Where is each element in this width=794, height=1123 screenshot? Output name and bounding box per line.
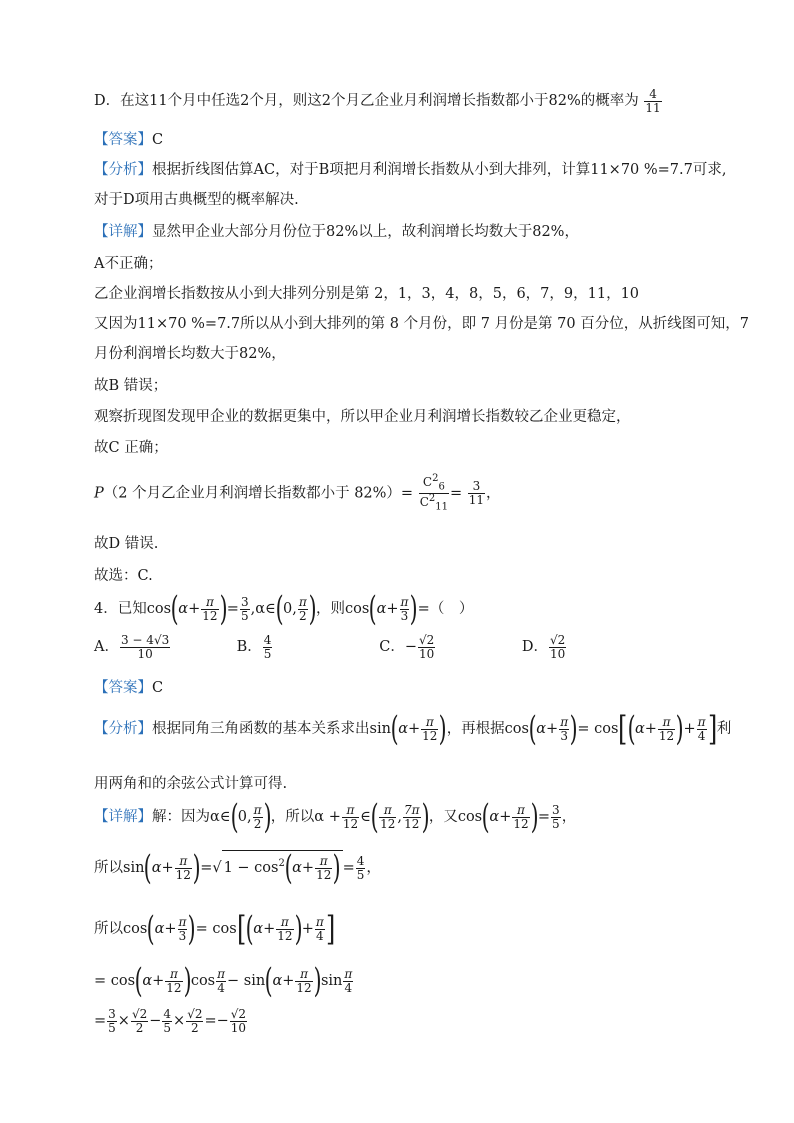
q4-analysis-line2: 用两角和的余弦公式计算可得. — [94, 776, 288, 792]
combination-fraction: $\frac{C^2_6}{C^2_{11}}$ — [419, 473, 448, 513]
q4-answer-line: 【答案】C — [94, 680, 164, 696]
q4-expand-line: = cos(α+ $\frac{\pi}{12}$ )cos $\frac{\pi}{4}$ − sin(α+ $\frac{\pi}{12}$ )sin $\frac{\pi}{4}$ — [94, 961, 353, 1001]
q4-option-d: D． $\frac{√2}{10}$ — [521, 633, 566, 661]
q3-line-pct2: 月份利润增长均数大于82%， — [94, 346, 286, 362]
result-fraction: $\frac{3}{11}$ — [468, 479, 485, 507]
q3-probability-line: P（2 个月乙企业月利润增长指数都小于 82%）= $\frac{C^2_6}{C^2_{11}}$ = $\frac{3}{11}$ ， — [94, 473, 501, 513]
q4-cos-line: 所以cos(α+ $\frac{\pi}{3}$ )= cos[(α+ $\frac{\pi}{12}$ )+ $\frac{\pi}{4}$ ] — [94, 909, 336, 949]
q4-analysis-line1: 【分析】根据同角三角函数的基本关系求出sin(α+ $\frac{\pi}{12}$ )，再根据cos(α+ $\frac{\pi}{3}$ )= cos[(α+ $\frac{\pi}{12}$ )+ $\frac{\pi}{4}$ ]利 — [94, 709, 732, 749]
q3-analysis-line2: 对于D项用古典概型的概率解决. — [94, 192, 299, 208]
option-d-fraction: $\frac{4}{11}$ — [645, 87, 661, 115]
q3-line-c: 故C 正确； — [94, 440, 168, 456]
q3-line-d: 故D 错误. — [94, 536, 159, 552]
q4-final-line: = $\frac{3}{5}$ × $\frac{√2}{2}$ − $\frac{4}{5}$ × $\frac{√2}{2}$ =− $\frac{√2}{10}$ — [94, 1007, 247, 1035]
q3-line-a: A不正确； — [94, 256, 163, 272]
q4-stem: 4．已知cos(α+ $\frac{\pi}{12}$ )= $\frac{3}{5}$ ,α∈(0, $\frac{\pi}{2}$ )，则cos(α+ $\frac{\pi}{3}$ )=（ ） — [94, 589, 474, 629]
q4-sin-line: 所以sin(α+ $\frac{\pi}{12}$ )=√ $1 - \cos^2(\alpha+$ $\frac{\pi}{12}$ ) = $\frac{4}{5}$ ， — [94, 848, 381, 888]
q3-analysis-line1: 【分析】根据折线图估算AC，对于B项把月利润增长指数从小到大排列，计算11×70 %=7.7可求, — [94, 162, 727, 178]
q4-option-b: B． $\frac{4}{5}$ — [236, 633, 272, 661]
q4-option-c: C．− $\frac{√2}{10}$ — [379, 633, 435, 661]
answer-tag: 【答案】 — [94, 132, 152, 148]
q3-line-pct1: 又因为11×70 %=7.7所以从小到大排列的第 8 个月份，即 7 月份是第 70 百分位，从折线图可知，7 — [94, 316, 749, 332]
option-d-line — [94, 88, 663, 114]
q4-detail-line1: 【详解】解：因为α∈(0, $\frac{\pi}{2}$ )，所以α + $\frac{\pi}{12}$ ∈( $\frac{\pi}{12}$ , $\frac{7\pi}{12}$ )，又cos(α+ $\frac{\pi}{12}$ )= $\frac{3}{5}$ ， — [94, 797, 577, 837]
q3-line-rank: 乙企业润增长指数按从小到大排列分别是第 2，1，3，4，8，5，6，7，9，11，10 — [94, 286, 640, 302]
detail-tag: 【详解】 — [94, 224, 152, 240]
option-d-text: D．在这11个月中任选2个月，则这2个月乙企业月利润增长指数都小于82%的概率为 — [94, 93, 639, 110]
answer-value: C — [152, 132, 164, 148]
q3-detail-line1: 【详解】显然甲企业大部分月份位于82%以上，故利润增长均数大于82%， — [94, 224, 579, 240]
q3-choose: 故选：C. — [94, 568, 153, 584]
analysis-tag: 【分析】 — [94, 162, 152, 178]
q3-line-b: 故B 错误； — [94, 378, 168, 394]
q3-answer-line — [94, 128, 163, 149]
q4-options — [94, 634, 622, 660]
q4-option-a: A． $\frac{3 - 4√3}{10}$ — [94, 633, 170, 661]
q3-line-obs: 观察折现图发现甲企业的数据更集中，所以甲企业月利润增长指数较乙企业更稳定， — [94, 409, 631, 425]
